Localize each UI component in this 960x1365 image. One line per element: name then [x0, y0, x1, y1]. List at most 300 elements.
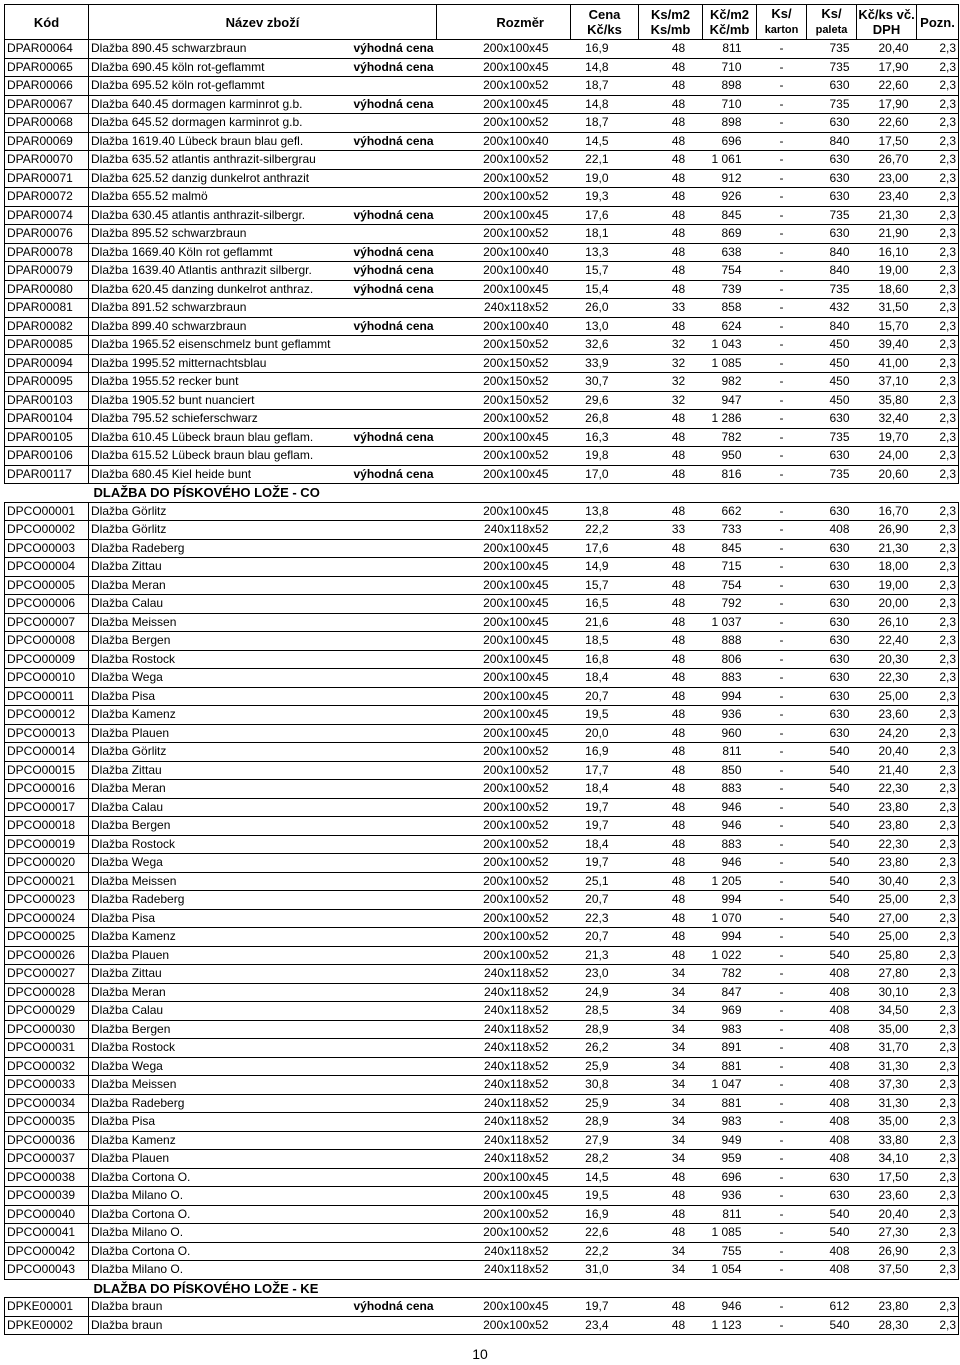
cell-code: DPCO00024 — [5, 909, 89, 928]
cell-pieces-per-pallet: 630 — [807, 1187, 857, 1206]
cell-price-with-vat: 33,80 — [857, 1131, 917, 1150]
cell-pieces-per-pallet: 630 — [807, 650, 857, 669]
cell-price-per-m2: 847 — [703, 983, 757, 1002]
cell-pieces-per-pallet: 432 — [807, 299, 857, 318]
cell-pieces-per-box: - — [757, 299, 807, 318]
cell-name — [89, 650, 437, 669]
cell-code: DPCO00004 — [5, 558, 89, 577]
cell-pieces-per-box: - — [757, 77, 807, 96]
product-name: Dlažba 895.52 schwarzbraun — [91, 226, 247, 241]
product-name: Dlažba braun — [91, 1299, 163, 1314]
cell-note: 2,3 — [917, 1205, 959, 1224]
cell-name — [89, 1113, 437, 1132]
cell-name — [89, 928, 437, 947]
cell-name — [89, 391, 437, 410]
cell-pieces-per-box: - — [757, 58, 807, 77]
cell-price: 20,0 — [571, 724, 639, 743]
table-row — [5, 114, 959, 133]
cell-price: 21,6 — [571, 613, 639, 632]
cell-pieces-per-m2: 48 — [639, 576, 703, 595]
cell-pieces-per-m2: 48 — [639, 946, 703, 965]
cell-name — [89, 188, 437, 207]
cell-price: 26,8 — [571, 410, 639, 429]
cell-price-per-m2: 696 — [703, 1168, 757, 1187]
cell-pieces-per-box: - — [757, 206, 807, 225]
cell-price: 30,8 — [571, 1076, 639, 1095]
cell-name — [89, 595, 437, 614]
table-row — [5, 151, 959, 170]
cell-code: DPAR00067 — [5, 95, 89, 114]
cell-note: 2,3 — [917, 1039, 959, 1058]
product-name: Dlažba Plauen — [91, 1151, 170, 1166]
cell-pieces-per-box: - — [757, 780, 807, 799]
cell-pieces-per-box: - — [757, 336, 807, 355]
cell-price-per-m2: 1 085 — [703, 354, 757, 373]
cell-code: DPAR00076 — [5, 225, 89, 244]
cell-price-per-m2: 806 — [703, 650, 757, 669]
product-name: Dlažba Meran — [91, 577, 166, 592]
cell-name — [89, 114, 437, 133]
cell-note: 2,3 — [917, 1224, 959, 1243]
cell-pieces-per-pallet: 408 — [807, 1113, 857, 1132]
cell-pieces-per-m2: 34 — [639, 1057, 703, 1076]
cell-price-per-m2: 1 061 — [703, 151, 757, 170]
cell-pieces-per-box: - — [757, 1242, 807, 1261]
cell-note: 2,3 — [917, 613, 959, 632]
cell-size: 200x150x52 — [437, 373, 571, 392]
product-name: Dlažba 1619.40 Lübeck braun blau gefl. — [91, 133, 304, 148]
cell-note: 2,3 — [917, 206, 959, 225]
cell-pieces-per-box: - — [757, 669, 807, 688]
product-name: Dlažba Kamenz — [91, 1132, 176, 1147]
cell-pieces-per-box: - — [757, 576, 807, 595]
cell-note: 2,3 — [917, 262, 959, 281]
cell-price-per-m2: 946 — [703, 817, 757, 836]
cell-name — [89, 1187, 437, 1206]
cell-pieces-per-m2: 32 — [639, 354, 703, 373]
cell-price-per-m2: 811 — [703, 40, 757, 59]
cell-note: 2,3 — [917, 317, 959, 336]
cell-price: 18,5 — [571, 632, 639, 651]
cell-pieces-per-pallet: 450 — [807, 336, 857, 355]
cell-code: DPCO00043 — [5, 1261, 89, 1280]
cell-price-per-m2: 1 123 — [703, 1316, 757, 1335]
cell-pieces-per-box: - — [757, 1039, 807, 1058]
product-name: Dlažba Kamenz — [91, 929, 176, 944]
cell-price: 30,7 — [571, 373, 639, 392]
table-row — [5, 447, 959, 466]
col-header-pal: Ks/ paleta — [807, 5, 857, 40]
cell-size: 200x100x52 — [437, 77, 571, 96]
cell-name — [89, 724, 437, 743]
cell-pieces-per-m2: 34 — [639, 983, 703, 1002]
cell-price: 26,0 — [571, 299, 639, 318]
cell-pieces-per-pallet: 630 — [807, 669, 857, 688]
product-name: Dlažba Radeberg — [91, 540, 185, 555]
cell-code: DPCO00037 — [5, 1150, 89, 1169]
good-price-badge: výhodná cena — [353, 59, 434, 74]
cell-pieces-per-m2: 34 — [639, 1242, 703, 1261]
cell-pieces-per-m2: 48 — [639, 613, 703, 632]
cell-note: 2,3 — [917, 1113, 959, 1132]
product-name: Dlažba 680.45 Kiel heide bunt — [91, 466, 252, 481]
section-title: DLAŽBA DO PÍSKOVÉHO LOŽE - CO — [89, 484, 959, 503]
cell-price-with-vat: 31,50 — [857, 299, 917, 318]
cell-name — [89, 354, 437, 373]
cell-name — [89, 706, 437, 725]
cell-pieces-per-m2: 48 — [639, 40, 703, 59]
cell-name — [89, 854, 437, 873]
cell-note: 2,3 — [917, 983, 959, 1002]
product-name: Dlažba 610.45 Lübeck braun blau geflam. — [91, 429, 314, 444]
product-name: Dlažba Milano O. — [91, 1262, 184, 1277]
cell-name — [89, 1131, 437, 1150]
table-row — [5, 169, 959, 188]
table-row — [5, 188, 959, 207]
cell-name — [89, 1168, 437, 1187]
cell-note: 2,3 — [917, 151, 959, 170]
cell-code: DPCO00019 — [5, 835, 89, 854]
cell-code: DPAR00065 — [5, 58, 89, 77]
cell-code: DPCO00041 — [5, 1224, 89, 1243]
cell-name — [89, 613, 437, 632]
col-header-czk: Kč/m2 Kč/mb — [703, 5, 757, 40]
cell-pieces-per-pallet: 630 — [807, 188, 857, 207]
cell-price: 23,0 — [571, 965, 639, 984]
cell-size: 200x100x52 — [437, 946, 571, 965]
good-price-badge: výhodná cena — [353, 207, 434, 222]
table-row — [5, 465, 959, 484]
cell-pieces-per-m2: 32 — [639, 391, 703, 410]
cell-price-per-m2: 1 043 — [703, 336, 757, 355]
cell-price-per-m2: 624 — [703, 317, 757, 336]
cell-note: 2,3 — [917, 872, 959, 891]
cell-pieces-per-m2: 48 — [639, 743, 703, 762]
col-header-karton: Ks/ karton — [757, 5, 807, 40]
cell-note: 2,3 — [917, 58, 959, 77]
product-name: Dlažba Pisa — [91, 1114, 156, 1129]
cell-size: 240x118x52 — [437, 299, 571, 318]
cell-code: DPCO00021 — [5, 872, 89, 891]
cell-name — [89, 280, 437, 299]
cell-pieces-per-pallet: 630 — [807, 225, 857, 244]
table-row — [5, 1150, 959, 1169]
col-header-size: Rozměr — [437, 5, 571, 40]
cell-note: 2,3 — [917, 632, 959, 651]
cell-size: 200x100x45 — [437, 502, 571, 521]
section-heading-row — [5, 484, 959, 503]
cell-code: DPCO00009 — [5, 650, 89, 669]
cell-price-per-m2: 947 — [703, 391, 757, 410]
cell-price-with-vat: 37,30 — [857, 1076, 917, 1095]
cell-pieces-per-m2: 48 — [639, 410, 703, 429]
cell-name — [89, 1039, 437, 1058]
cell-pieces-per-pallet: 630 — [807, 447, 857, 466]
cell-pieces-per-m2: 34 — [639, 1094, 703, 1113]
table-row — [5, 262, 959, 281]
cell-pieces-per-m2: 48 — [639, 872, 703, 891]
cell-pieces-per-m2: 48 — [639, 465, 703, 484]
cell-name — [89, 539, 437, 558]
cell-pieces-per-pallet: 735 — [807, 95, 857, 114]
cell-code: DPAR00068 — [5, 114, 89, 133]
cell-price: 22,2 — [571, 1242, 639, 1261]
cell-price-with-vat: 18,60 — [857, 280, 917, 299]
cell-price-per-m2: 959 — [703, 1150, 757, 1169]
cell-name — [89, 465, 437, 484]
cell-note: 2,3 — [917, 299, 959, 318]
cell-pieces-per-box: - — [757, 854, 807, 873]
cell-pieces-per-box: - — [757, 724, 807, 743]
cell-price-per-m2: 792 — [703, 595, 757, 614]
cell-pieces-per-pallet: 630 — [807, 687, 857, 706]
cell-pieces-per-m2: 48 — [639, 77, 703, 96]
cell-pieces-per-box: - — [757, 1002, 807, 1021]
cell-price-with-vat: 37,10 — [857, 373, 917, 392]
cell-code: DPCO00032 — [5, 1057, 89, 1076]
product-name: Dlažba Rostock — [91, 651, 176, 666]
product-name: Dlažba Cortona O. — [91, 1206, 191, 1221]
cell-price: 15,7 — [571, 262, 639, 281]
product-name: Dlažba 645.52 dormagen karminrot g.b. — [91, 115, 303, 130]
cell-size: 200x100x52 — [437, 1316, 571, 1335]
cell-price-with-vat: 19,00 — [857, 576, 917, 595]
cell-pieces-per-m2: 48 — [639, 188, 703, 207]
cell-code: DPAR00071 — [5, 169, 89, 188]
cell-price: 16,8 — [571, 650, 639, 669]
cell-pieces-per-box: - — [757, 928, 807, 947]
cell-pieces-per-box: - — [757, 983, 807, 1002]
cell-price-with-vat: 23,80 — [857, 854, 917, 873]
cell-code: DPCO00025 — [5, 928, 89, 947]
cell-price-per-m2: 1 070 — [703, 909, 757, 928]
cell-name — [89, 151, 437, 170]
table-row — [5, 95, 959, 114]
cell-name — [89, 1076, 437, 1095]
product-name: Dlažba 899.40 schwarzbraun — [91, 318, 247, 333]
cell-note: 2,3 — [917, 576, 959, 595]
cell-pieces-per-box: - — [757, 391, 807, 410]
product-name: Dlažba 630.45 atlantis anthrazit-silbergr. — [91, 207, 306, 222]
product-name: Dlažba Wega — [91, 855, 163, 870]
table-row — [5, 428, 959, 447]
cell-size: 200x100x45 — [437, 576, 571, 595]
table-row — [5, 909, 959, 928]
cell-price-per-m2: 888 — [703, 632, 757, 651]
cell-price: 18,4 — [571, 780, 639, 799]
cell-note: 2,3 — [917, 447, 959, 466]
cell-price: 18,1 — [571, 225, 639, 244]
cell-pieces-per-pallet: 408 — [807, 1242, 857, 1261]
cell-price-with-vat: 23,00 — [857, 169, 917, 188]
col-header-sqm: Ks/m2 Ks/mb — [639, 5, 703, 40]
cell-price: 14,5 — [571, 1168, 639, 1187]
cell-price-per-m2: 982 — [703, 373, 757, 392]
cell-price-with-vat: 21,40 — [857, 761, 917, 780]
table-row — [5, 299, 959, 318]
cell-price-with-vat: 26,90 — [857, 1242, 917, 1261]
cell-pieces-per-m2: 48 — [639, 1205, 703, 1224]
cell-pieces-per-pallet: 630 — [807, 151, 857, 170]
cell-note: 2,3 — [917, 373, 959, 392]
cell-price: 17,0 — [571, 465, 639, 484]
product-name: Dlažba 695.52 köln rot-geflammt — [91, 78, 265, 93]
cell-pieces-per-m2: 48 — [639, 280, 703, 299]
cell-price-per-m2: 869 — [703, 225, 757, 244]
cell-price: 31,0 — [571, 1261, 639, 1280]
cell-pieces-per-pallet: 540 — [807, 835, 857, 854]
cell-size: 200x100x45 — [437, 1187, 571, 1206]
table-row — [5, 780, 959, 799]
cell-note: 2,3 — [917, 1261, 959, 1280]
good-price-badge: výhodná cena — [353, 466, 434, 481]
cell-price-with-vat: 27,30 — [857, 1224, 917, 1243]
product-name: Dlažba Plauen — [91, 725, 170, 740]
cell-name — [89, 835, 437, 854]
cell-note: 2,3 — [917, 77, 959, 96]
cell-price-with-vat: 25,00 — [857, 891, 917, 910]
cell-price-per-m2: 960 — [703, 724, 757, 743]
table-row — [5, 558, 959, 577]
cell-code: DPAR00070 — [5, 151, 89, 170]
table-row — [5, 1187, 959, 1206]
cell-price: 28,9 — [571, 1113, 639, 1132]
cell-price-with-vat: 35,00 — [857, 1113, 917, 1132]
cell-price-with-vat: 19,70 — [857, 428, 917, 447]
cell-price: 20,7 — [571, 928, 639, 947]
cell-size: 200x100x45 — [437, 632, 571, 651]
table-row — [5, 280, 959, 299]
cell-name — [89, 576, 437, 595]
cell-pieces-per-m2: 48 — [639, 724, 703, 743]
cell-size: 200x100x52 — [437, 872, 571, 891]
cell-pieces-per-box: - — [757, 613, 807, 632]
cell-price-per-m2: 696 — [703, 132, 757, 151]
cell-code: DPCO00008 — [5, 632, 89, 651]
cell-price: 32,6 — [571, 336, 639, 355]
table-row — [5, 724, 959, 743]
cell-pieces-per-m2: 48 — [639, 243, 703, 262]
cell-note: 2,3 — [917, 336, 959, 355]
cell-pieces-per-pallet: 540 — [807, 761, 857, 780]
cell-price-with-vat: 25,80 — [857, 946, 917, 965]
cell-pieces-per-pallet: 540 — [807, 891, 857, 910]
cell-pieces-per-box: - — [757, 1298, 807, 1317]
table-row — [5, 1113, 959, 1132]
cell-code: DPAR00103 — [5, 391, 89, 410]
cell-name — [89, 1242, 437, 1261]
cell-price-per-m2: 1 085 — [703, 1224, 757, 1243]
product-name: Dlažba Calau — [91, 1003, 164, 1018]
cell-pieces-per-m2: 34 — [639, 1039, 703, 1058]
cell-price-with-vat: 28,30 — [857, 1316, 917, 1335]
cell-price-per-m2: 850 — [703, 761, 757, 780]
cell-name — [89, 891, 437, 910]
cell-code: DPAR00072 — [5, 188, 89, 207]
cell-price: 19,8 — [571, 447, 639, 466]
cell-pieces-per-pallet: 630 — [807, 1168, 857, 1187]
cell-pieces-per-box: - — [757, 262, 807, 281]
cell-size: 200x100x52 — [437, 1205, 571, 1224]
cell-price-with-vat: 35,00 — [857, 1020, 917, 1039]
cell-price: 20,7 — [571, 891, 639, 910]
cell-name — [89, 1020, 437, 1039]
cell-code: DPAR00105 — [5, 428, 89, 447]
cell-pieces-per-box: - — [757, 95, 807, 114]
cell-code: DPAR00082 — [5, 317, 89, 336]
cell-name — [89, 206, 437, 225]
product-name: Dlažba 1965.52 eisenschmelz bunt geflammt — [91, 337, 331, 352]
cell-price-with-vat: 24,00 — [857, 447, 917, 466]
cell-code: DPCO00040 — [5, 1205, 89, 1224]
product-name: Dlažba 620.45 danzing dunkelrot anthraz. — [91, 281, 314, 296]
table-row — [5, 854, 959, 873]
cell-code: DPCO00002 — [5, 521, 89, 540]
cell-name — [89, 336, 437, 355]
cell-code: DPCO00030 — [5, 1020, 89, 1039]
cell-note: 2,3 — [917, 595, 959, 614]
product-name: Dlažba 640.45 dormagen karminrot g.b. — [91, 96, 303, 111]
good-price-badge: výhodná cena — [353, 318, 434, 333]
cell-size: 200x100x45 — [437, 206, 571, 225]
cell-pieces-per-box: - — [757, 1020, 807, 1039]
cell-name — [89, 1205, 437, 1224]
table-row — [5, 928, 959, 947]
product-name: Dlažba 1955.52 recker bunt — [91, 374, 239, 389]
cell-price-per-m2: 983 — [703, 1020, 757, 1039]
cell-pieces-per-box: - — [757, 243, 807, 262]
cell-pieces-per-box: - — [757, 225, 807, 244]
cell-price-with-vat: 20,40 — [857, 1205, 917, 1224]
table-row — [5, 132, 959, 151]
cell-size: 200x100x52 — [437, 928, 571, 947]
cell-price-with-vat: 26,70 — [857, 151, 917, 170]
cell-code: DPAR00074 — [5, 206, 89, 225]
cell-pieces-per-pallet: 540 — [807, 1224, 857, 1243]
cell-size: 200x150x52 — [437, 391, 571, 410]
cell-note: 2,3 — [917, 743, 959, 762]
table-row — [5, 1168, 959, 1187]
cell-code: DPCO00042 — [5, 1242, 89, 1261]
cell-price-per-m2: 891 — [703, 1039, 757, 1058]
cell-pieces-per-m2: 34 — [639, 1113, 703, 1132]
cell-price-with-vat: 17,90 — [857, 58, 917, 77]
cell-pieces-per-pallet: 540 — [807, 909, 857, 928]
cell-note: 2,3 — [917, 132, 959, 151]
cell-pieces-per-m2: 32 — [639, 336, 703, 355]
cell-size: 240x118x52 — [437, 1261, 571, 1280]
cell-name — [89, 965, 437, 984]
table-row — [5, 373, 959, 392]
product-name: Dlažba braun — [91, 1317, 163, 1332]
table-row — [5, 965, 959, 984]
cell-price-with-vat: 23,80 — [857, 1298, 917, 1317]
cell-price: 14,8 — [571, 95, 639, 114]
cell-pieces-per-box: - — [757, 965, 807, 984]
cell-pieces-per-m2: 48 — [639, 780, 703, 799]
cell-note: 2,3 — [917, 1187, 959, 1206]
cell-code: DPAR00104 — [5, 410, 89, 429]
cell-code: DPCO00001 — [5, 502, 89, 521]
cell-pieces-per-box: - — [757, 1316, 807, 1335]
product-name: Dlažba Meissen — [91, 614, 177, 629]
product-name: Dlažba 1995.52 mitternachtsblau — [91, 355, 267, 370]
cell-price-with-vat: 20,40 — [857, 40, 917, 59]
cell-price: 22,6 — [571, 1224, 639, 1243]
cell-price-per-m2: 1 054 — [703, 1261, 757, 1280]
cell-pieces-per-m2: 48 — [639, 58, 703, 77]
cell-pieces-per-m2: 34 — [639, 1002, 703, 1021]
